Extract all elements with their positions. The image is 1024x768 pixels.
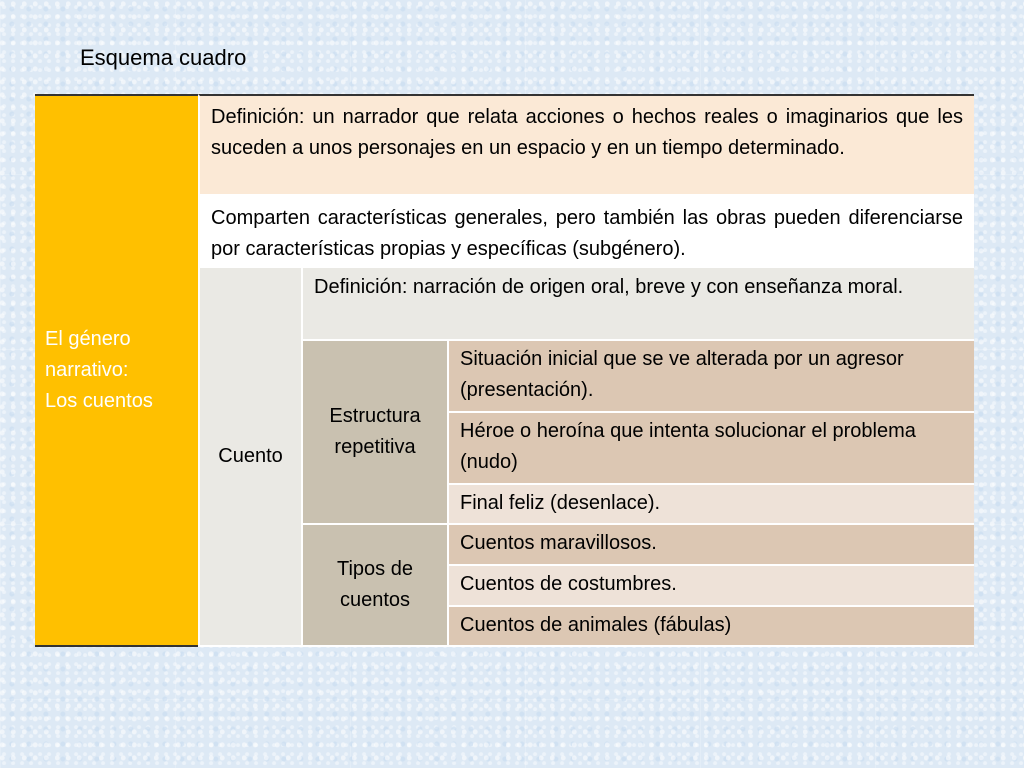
structure-label	[301, 339, 447, 523]
types-label	[301, 523, 447, 645]
structure-item-ending: Final feliz (desenlace).	[447, 483, 974, 523]
genre-definition: Definición: un narrador que relata acciones o hechos reales o imaginarios que les suceden a unos personajes en un espacio y en un tiempo determinado.	[198, 94, 974, 194]
structure-item-climax: Héroe o heroína que intenta solucionar el problema (nudo)	[447, 411, 974, 483]
table-bottom-border	[198, 645, 974, 647]
shared-characteristics: Comparten características generales, pero también las obras pueden diferenciarse por características propias y específicas (subgénero).	[198, 194, 974, 266]
types-label-line1: Tipos de	[337, 558, 413, 580]
cuento-label: Cuento	[198, 266, 301, 645]
genre-label	[45, 324, 153, 417]
types-label-line2: cuentos	[339, 589, 411, 611]
structure-label-line1: Estructura	[329, 405, 421, 427]
structure-label-line2: repetitiva	[334, 436, 416, 458]
genre-label-line2: narrativo:	[45, 359, 129, 381]
genre-cell	[35, 94, 198, 647]
genre-label-line1: El género	[45, 328, 131, 350]
types-item-customs: Cuentos de costumbres.	[447, 564, 974, 605]
types-item-animals: Cuentos de animales (fábulas)	[447, 605, 974, 645]
cuento-definition: Definición: narración de origen oral, breve y con enseñanza moral.	[301, 266, 974, 339]
slide-title: Esquema cuadro	[80, 45, 247, 70]
types-item-wonder: Cuentos maravillosos.	[447, 523, 974, 564]
scheme-table	[35, 94, 974, 647]
genre-label-line3: Los cuentos	[45, 390, 153, 412]
structure-item-presentation: Situación inicial que se ve alterada por un agresor (presentación).	[447, 339, 974, 411]
